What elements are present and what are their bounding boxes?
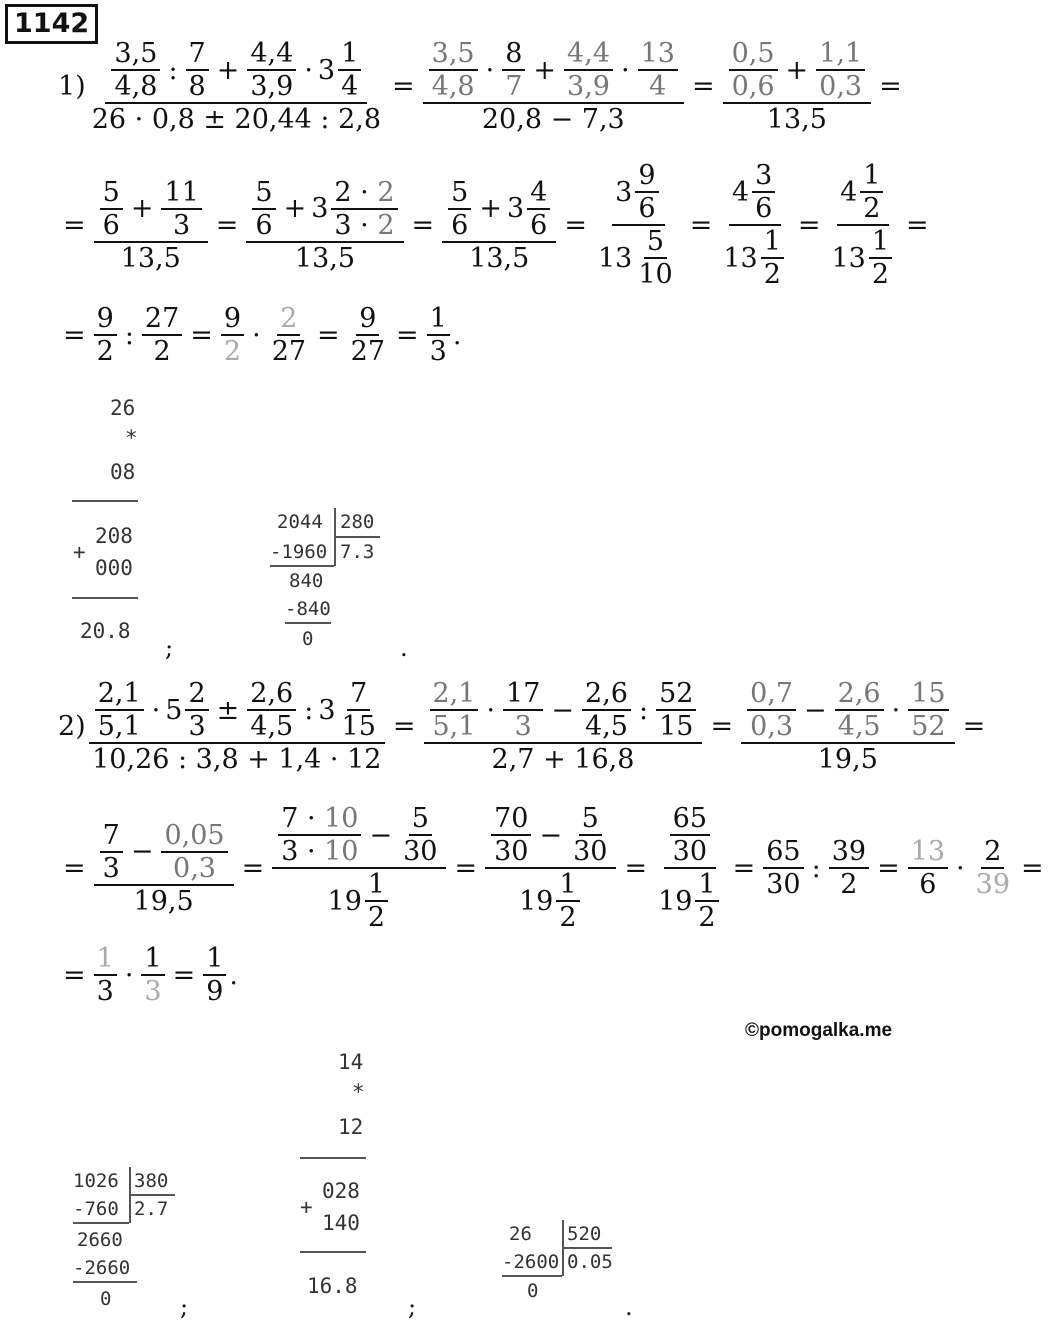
- part2-step2-fraction: $\frac{2,1}{5,1}$ · $\frac{17}{3}$ − $\frac{2,6}{4,5}$ : $\frac{52}{15}$ 2,7 + 16,8: [424, 680, 703, 773]
- part1-line3: = $\frac{9}{2}$ : $\frac{27}{2}$ = $\frac{9}{2}$ · $\frac{2}{27}$ = $\frac{9}{27}$ = $\frac{1}{3}$ .: [63, 303, 462, 367]
- part2-line2-d: $\frac{65}{30}$ 19 $\frac{1}{2}$: [655, 805, 725, 931]
- part2-line2: = $\frac{7}{3}$ − $\frac{0,05}{0,3}$ 19,5 = $\frac{7 \cdot 10}{3 \cdot 10}$ − $\frac{5}{30}$ 19 $\frac{1}{2}$ = $\frac{70}{30}$ − $\frac{5}{30}$ 19 $\frac{1}{2}$ = $\frac{65}{30}$ 19 $\frac{1}{2}$ = $\frac{65}{30}$ : $\frac{39}{2}$ = $\frac{13}{6}$ · $\frac{2}{39}$ =: [63, 803, 1044, 933]
- part2-line1: 2) $\frac{2,1}{5,1}$ · 5 $\frac{2}{3}$ ± $\frac{2,6}{4,5}$ : 3 $\frac{7}{15}$ 10,26 : 3,8 + 1,4 · 12 = $\frac{2,1}{5,1}$ · $\frac{17}{3}$ − $\frac{2,6}{4,5}$ : $\frac{52}{15}$ 2,7 + 16,8 = $\frac{0,7}{0,3}$ − $\frac{2,6}{4,5}$ · $\frac{15}{52}$ 19,5 =: [58, 678, 986, 775]
- part2-line3: = $\frac{1}{3}$ · $\frac{1}{3}$ = $\frac{1}{9}$ .: [63, 943, 238, 1007]
- part2-step3-fraction: $\frac{0,7}{0,3}$ − $\frac{2,6}{4,5}$ · $\frac{15}{52}$ 19,5: [741, 680, 954, 773]
- part1-step2-fraction: $\frac{3,5}{4,8}$ · $\frac{8}{7}$ + $\frac{4,4}{3,9}$ · $\frac{13}{4}$ 20,8 − 7,3: [423, 40, 684, 133]
- part1-line2-d: 3 $\frac{9}{6}$ 13 $\frac{5}{10}$: [597, 160, 673, 290]
- part2-line2-b: $\frac{7 \cdot 10}{3 \cdot 10}$ − $\frac{5}{30}$ 19 $\frac{1}{2}$: [272, 805, 446, 931]
- part1-line1: 1) $\frac{3,5}{4,8}$ : $\frac{7}{8}$ + $\frac{4,4}{3,9}$ · 3 $\frac{1}{4}$ 26 · 0,8 ± 20,44 : 2,8 = $\frac{3,5}{4,8}$ · $\frac{8}{7}$ + $\frac{4,4}{3,9}$ · $\frac{13}{4}$ 20,8 − 7,3 = $\frac{0,5}{0,6}$ + $\frac{1,1}{0,3}$ 13,5 =: [58, 38, 902, 135]
- part1-line2: = $\frac{5}{6}$ + $\frac{11}{3}$ 13,5 = $\frac{5}{6}$ + 3 $\frac{2 \cdot 2}{3 \cdot 2}$ 13,5 = $\frac{5}{6}$ + 3 $\frac{4}{6}$ 13,5 = 3 $\frac{9}{6}$ 13 $\frac{5}{10}$ = 4 $\frac{3}{6}$ 13 $\frac{1}{2}$ = 4 $\frac{1}{2}$ 13 $\frac{1}{2}$ =: [63, 160, 929, 290]
- part2-lhs-fraction: $\frac{2,1}{5,1}$ · 5 $\frac{2}{3}$ ± $\frac{2,6}{4,5}$ : 3 $\frac{7}{15}$ 10,26 : 3,8 + 1,4 · 12: [89, 680, 385, 773]
- part1-step3-fraction: $\frac{0,5}{0,6}$ + $\frac{1,1}{0,3}$ 13,5: [723, 40, 872, 133]
- part2-line2-c: $\frac{70}{30}$ − $\frac{5}{30}$ 19 $\frac{1}{2}$: [485, 805, 616, 931]
- part1-line2-c: $\frac{5}{6}$ + 3 $\frac{4}{6}$ 13,5: [442, 179, 556, 272]
- part1-label: 1): [58, 71, 86, 102]
- part1-line2-f: 4 $\frac{1}{2}$ 13 $\frac{1}{2}$: [829, 162, 899, 288]
- part2-line2-a: $\frac{7}{3}$ − $\frac{0,05}{0,3}$ 19,5: [94, 822, 234, 915]
- watermark: ©pomogalka.me: [745, 1020, 893, 1041]
- part1-line2-e: 4 $\frac{3}{6}$ 13 $\frac{1}{2}$: [720, 162, 790, 288]
- task-number: 1142: [5, 4, 98, 44]
- part1-line2-a: $\frac{5}{6}$ + $\frac{11}{3}$ 13,5: [94, 179, 208, 272]
- part1-line2-b: $\frac{5}{6}$ + 3 $\frac{2 \cdot 2}{3 \cdot 2}$ 13,5: [246, 179, 403, 272]
- part1-lhs-fraction: $\frac{3,5}{4,8}$ : $\frac{7}{8}$ + $\frac{4,4}{3,9}$ · 3 $\frac{1}{4}$ 26 · 0,8 ± 20,44 : 2,8: [91, 38, 382, 135]
- part2-label: 2): [58, 711, 86, 742]
